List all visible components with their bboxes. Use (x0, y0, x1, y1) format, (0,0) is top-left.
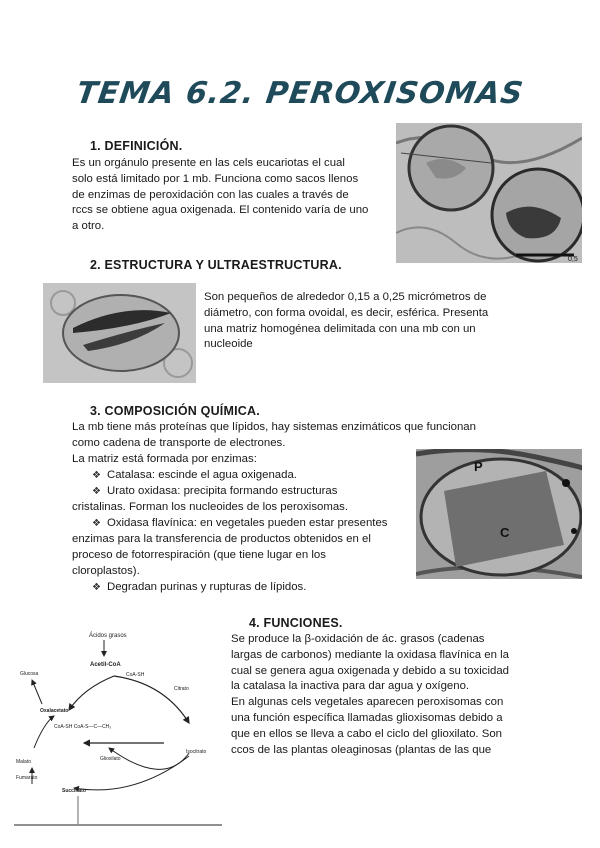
text-line: cloroplastos). (72, 564, 140, 577)
funciones-text (231, 632, 528, 758)
arrow (114, 676, 189, 723)
heading-estructura: 2. ESTRUCTURA Y ULTRAESTRUCTURA. (90, 258, 342, 272)
label-citrato: Citrato (174, 686, 189, 692)
text-line: de enzimas de peroxidación con las cuales a través de (72, 188, 349, 201)
text-line: solo está limitado por 1 mb. Funciona como sacos llenos (72, 172, 359, 185)
micrograph-peroxisomes-image (396, 123, 582, 263)
arrow (74, 756, 189, 790)
enzyme-list-item (92, 516, 408, 532)
label-oxalacetato: Oxalacetato (40, 708, 69, 714)
text-line: nucleoide (204, 338, 253, 351)
text-line: proceso de fotorrespiración (que tiene lugar en los (72, 548, 326, 561)
heading-definicion: 1. DEFINICIÓN. (90, 139, 183, 153)
text-line: como cadena de transporte de electrones. (72, 436, 286, 449)
diamond-bullet-icon: ❖ (92, 582, 101, 593)
enzyme-list-item (92, 484, 337, 500)
text-line: una función específica llamadas glioxisomas debido a (231, 711, 503, 724)
label-malato: Malato (16, 759, 32, 765)
text-line: que en ellos se lleva a cabo el ciclo del glioxilato. Son (231, 727, 503, 740)
label-p: P (474, 459, 483, 474)
text-line: Se produce la β-oxidación de ác. grasos (cadenas (231, 633, 485, 645)
text-line: la catalasa la inactiva para dar agua y oxígeno. (231, 680, 470, 693)
arrow (109, 748, 189, 769)
arrow (69, 676, 114, 710)
glyoxylate-cycle-diagram (14, 628, 222, 826)
page-title: TEMA 6.2. PEROXISOMAS (74, 76, 526, 111)
text-line: enzimas para la transferencia de productos obtenidos en el (72, 533, 371, 545)
label-glucosa: Glucosa (20, 671, 39, 677)
arrow (34, 716, 54, 748)
list-item-continuation: cristalinas. Forman los nucleoides de los peroxisomas. (72, 501, 349, 513)
heading-composicion: 3. COMPOSICIÓN QUÍMICA. (90, 404, 260, 418)
label-acetil-coa: Acetil-CoA (90, 662, 121, 668)
label-isocitrato: Isocitrato (186, 749, 207, 755)
enzyme-list-item (92, 468, 297, 484)
text-line: La matriz está formada por enzimas: (72, 452, 257, 465)
scale-label: 0,5 (568, 256, 578, 263)
list-item-text: Catalasa: escinde el agua oxigenada. (106, 469, 297, 481)
label-coa-sh: CoA-SH (126, 672, 145, 678)
list-item-text: Urato oxidasa: precipita formando estructuras (106, 485, 338, 497)
text-line: diámetro, con forma ovoidal, es decir, esférica. Presenta (204, 306, 489, 319)
text-line: una matriz homogénea delimitada con una mb con un (204, 322, 476, 335)
text-line: cual se genera agua oxigenada y debido a su toxicidad (231, 664, 510, 677)
definicion-text (72, 156, 388, 235)
enzyme-list-item (92, 580, 306, 596)
text-line: ccos de las plantas oleaginosas (plantas de las que (231, 743, 492, 756)
diamond-bullet-icon: ❖ (92, 486, 101, 497)
label-fumarato: Fumarato (16, 775, 38, 781)
label-glioxilato: Glioxilato (100, 756, 121, 762)
estructura-text (204, 290, 527, 353)
diamond-bullet-icon: ❖ (92, 470, 101, 481)
label-acidos-grasos: Ácidos grasos (89, 633, 127, 639)
micrograph-crystal-image (416, 449, 582, 579)
label-c: C (500, 525, 510, 540)
list-item-continuation (72, 532, 408, 579)
arrow (32, 680, 42, 704)
micrograph-nucleoid-image (43, 283, 196, 383)
diamond-bullet-icon: ❖ (92, 518, 101, 529)
list-item-text: Oxidasa flavínica: en vegetales pueden estar presentes (106, 517, 388, 529)
text-line: largas de carbonos) mediante la oxidasa flavínica en la (231, 648, 509, 661)
text-line: rccs se obtiene agua oxigenada. El contenido varía de uno (72, 204, 369, 217)
heading-funciones: 4. FUNCIONES. (249, 616, 343, 630)
label-coa: CoA-SH CoA-S—C—CH₃ (54, 724, 112, 730)
list-item-text: Degradan purinas y rupturas de lípidos. (106, 581, 307, 593)
text-line: En algunas cels vegetales aparecen peroxisomas con (231, 696, 504, 709)
text-line: a otro. (72, 220, 105, 233)
label-succinato: Succinato (62, 788, 86, 794)
text-line: Es un orgánulo presente en las cels eucariotas el cual (72, 157, 345, 169)
text-line: La mb tiene más proteínas que lípidos, hay sistemas enzimáticos que funcionan (72, 421, 476, 433)
text-line: Son pequeños de alrededor 0,15 a 0,25 micrómetros de (204, 291, 487, 303)
